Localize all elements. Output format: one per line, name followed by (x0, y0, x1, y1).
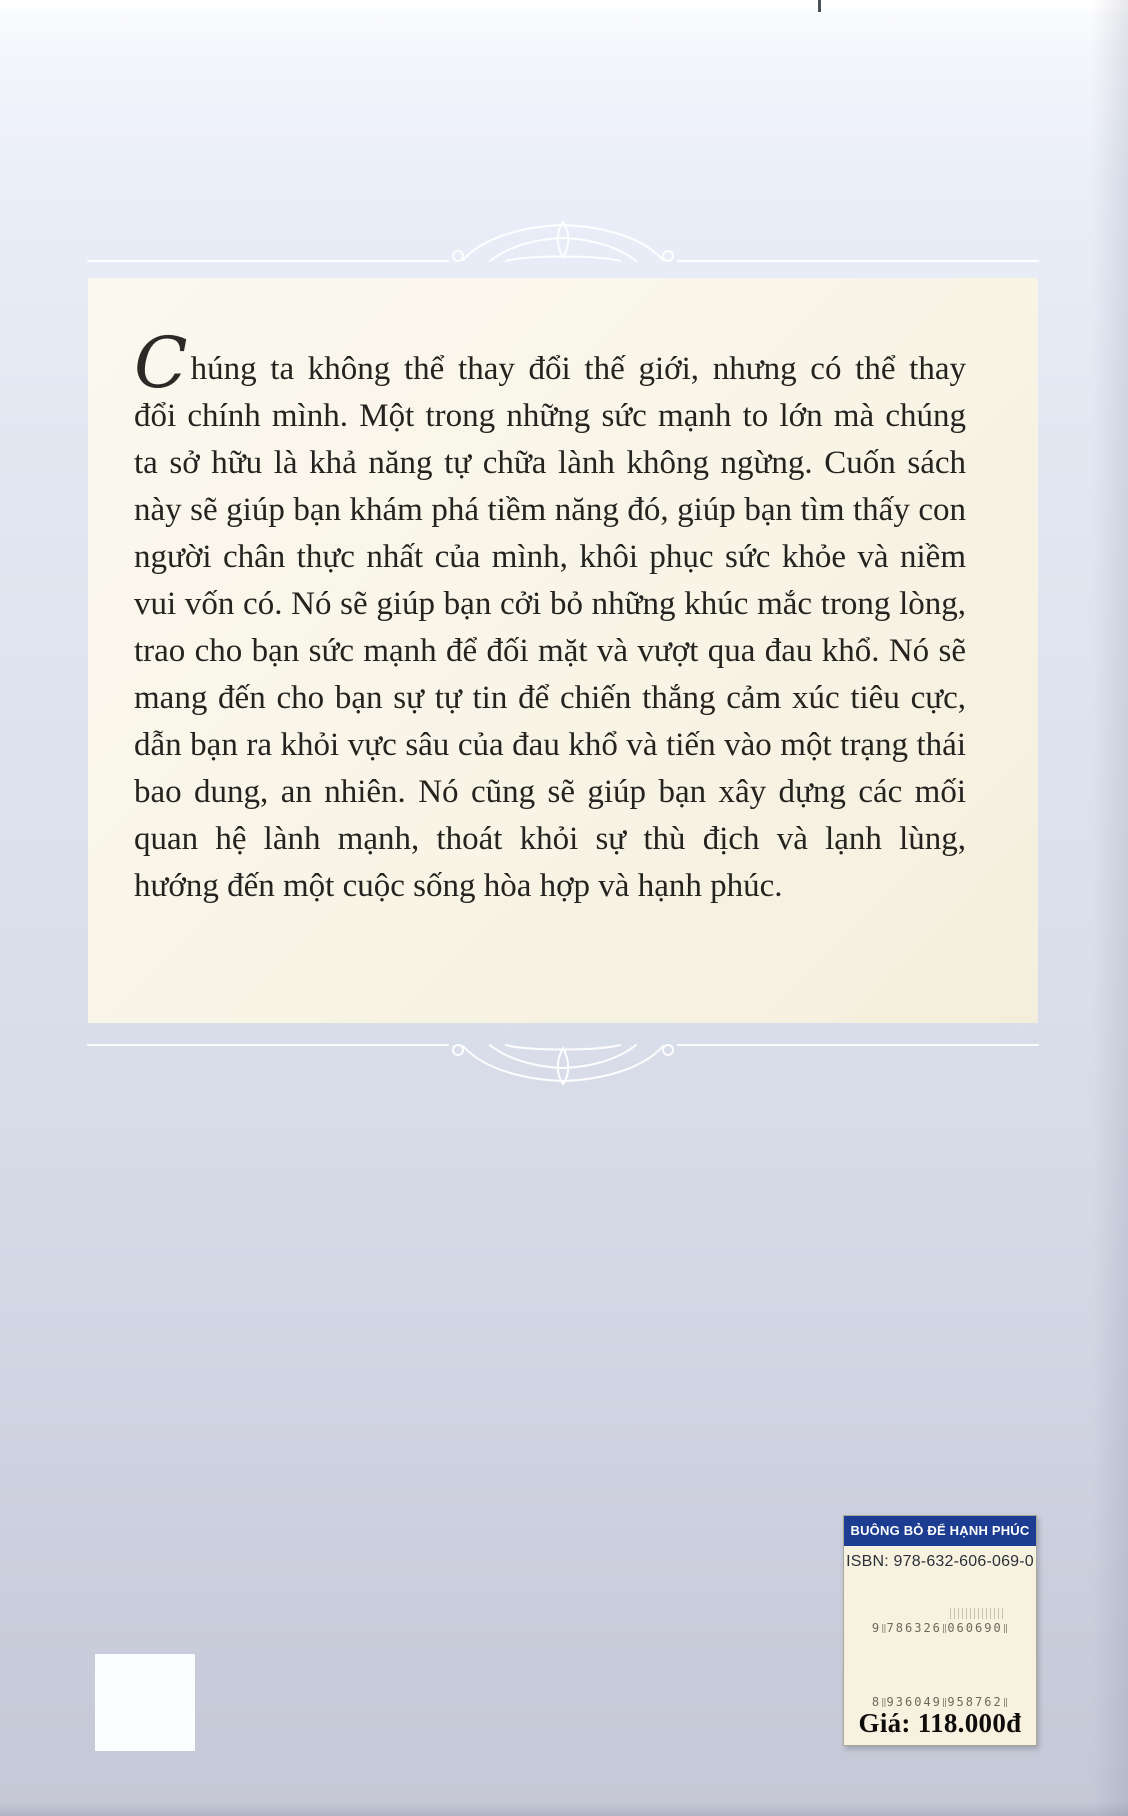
barcode-guard-icon: ‖ (1002, 1624, 1009, 1634)
blurb-line: mang đến cho bạn sự tự tin để chiến thắng cảm xúc tiêu cực, (134, 680, 966, 716)
barcode-guard-icon: ‖ (941, 1698, 948, 1708)
price-text: Giá: 118.000đ (858, 1708, 1022, 1738)
barcode-guard-icon: ‖ (881, 1698, 887, 1708)
barcode-product-digits (844, 1695, 1036, 1709)
blurb-line: quan hệ lành mạnh, thoát khỏi sự thù địch và lạnh lùng, (134, 821, 966, 857)
blurb-line: người chân thực nhất của mình, khôi phục sức khỏe và niềm (134, 539, 966, 575)
blurb-paragraph (134, 322, 966, 910)
barcode-ean13-digits (844, 1621, 1036, 1635)
barcode-bars-icon (950, 1608, 1006, 1619)
bottom-edge-shadow (0, 1802, 1128, 1816)
drop-cap-letter: C (134, 322, 186, 404)
barcode-digit-group: 9 (871, 1621, 882, 1635)
blurb-line: dẫn bạn ra khỏi vực sâu của đau khổ và tiến vào một trạng thái (134, 727, 966, 763)
blurb-line (134, 322, 966, 404)
top-edge-mark (818, 0, 821, 12)
blank-sticker (95, 1654, 195, 1751)
barcode-guard-icon: ‖ (881, 1624, 887, 1634)
barcode-digit-group: 8 (871, 1695, 882, 1709)
blurb-line-text: húng ta không thể thay đổi thế giới, nhưng có thể thay (190, 351, 966, 387)
barcode-guard-icon: ‖ (941, 1624, 948, 1634)
barcode-digit-group: 786326 (886, 1621, 942, 1635)
blurb-line: ta sở hữu là khả năng tự chữa lành không ngừng. Cuốn sách (134, 445, 966, 481)
blurb-line: này sẽ giúp bạn khám phá tiềm năng đó, giúp bạn tìm thấy con (134, 492, 966, 528)
blurb-line: vui vốn có. Nó sẽ giúp bạn cởi bỏ những khúc mắc trong lòng, (134, 586, 966, 622)
barcode-digit-group: 936049 (886, 1695, 942, 1709)
isbn-text: ISBN: 978-632-606-069-0 (846, 1553, 1034, 1570)
blurb-line: trao cho bạn sức mạnh để đối mặt và vượt qua đau khổ. Nó sẽ (134, 633, 966, 669)
right-edge-shadow (1092, 0, 1128, 1816)
barcode-digit-group: 060690 (947, 1621, 1003, 1635)
top-edge-highlight (0, 0, 1128, 9)
blurb-line: bao dung, an nhiên. Nó cũng sẽ giúp bạn xây dựng các mối (134, 774, 966, 810)
blurb-line: đổi chính mình. Một trong những sức mạnh to lớn mà chúng (134, 398, 966, 434)
price-barcode-label (843, 1515, 1037, 1746)
blurb-line: hướng đến một cuộc sống hòa hợp và hạnh phúc. (134, 868, 783, 904)
flourish-ornament-bottom-icon (86, 1040, 1040, 1092)
barcode-digit-group: 958762 (947, 1695, 1003, 1709)
flourish-ornament-top-icon (86, 214, 1040, 266)
label-title: BUÔNG BỎ ĐỂ HẠNH PHÚC (844, 1516, 1036, 1546)
barcode-guard-icon: ‖ (1002, 1698, 1009, 1708)
